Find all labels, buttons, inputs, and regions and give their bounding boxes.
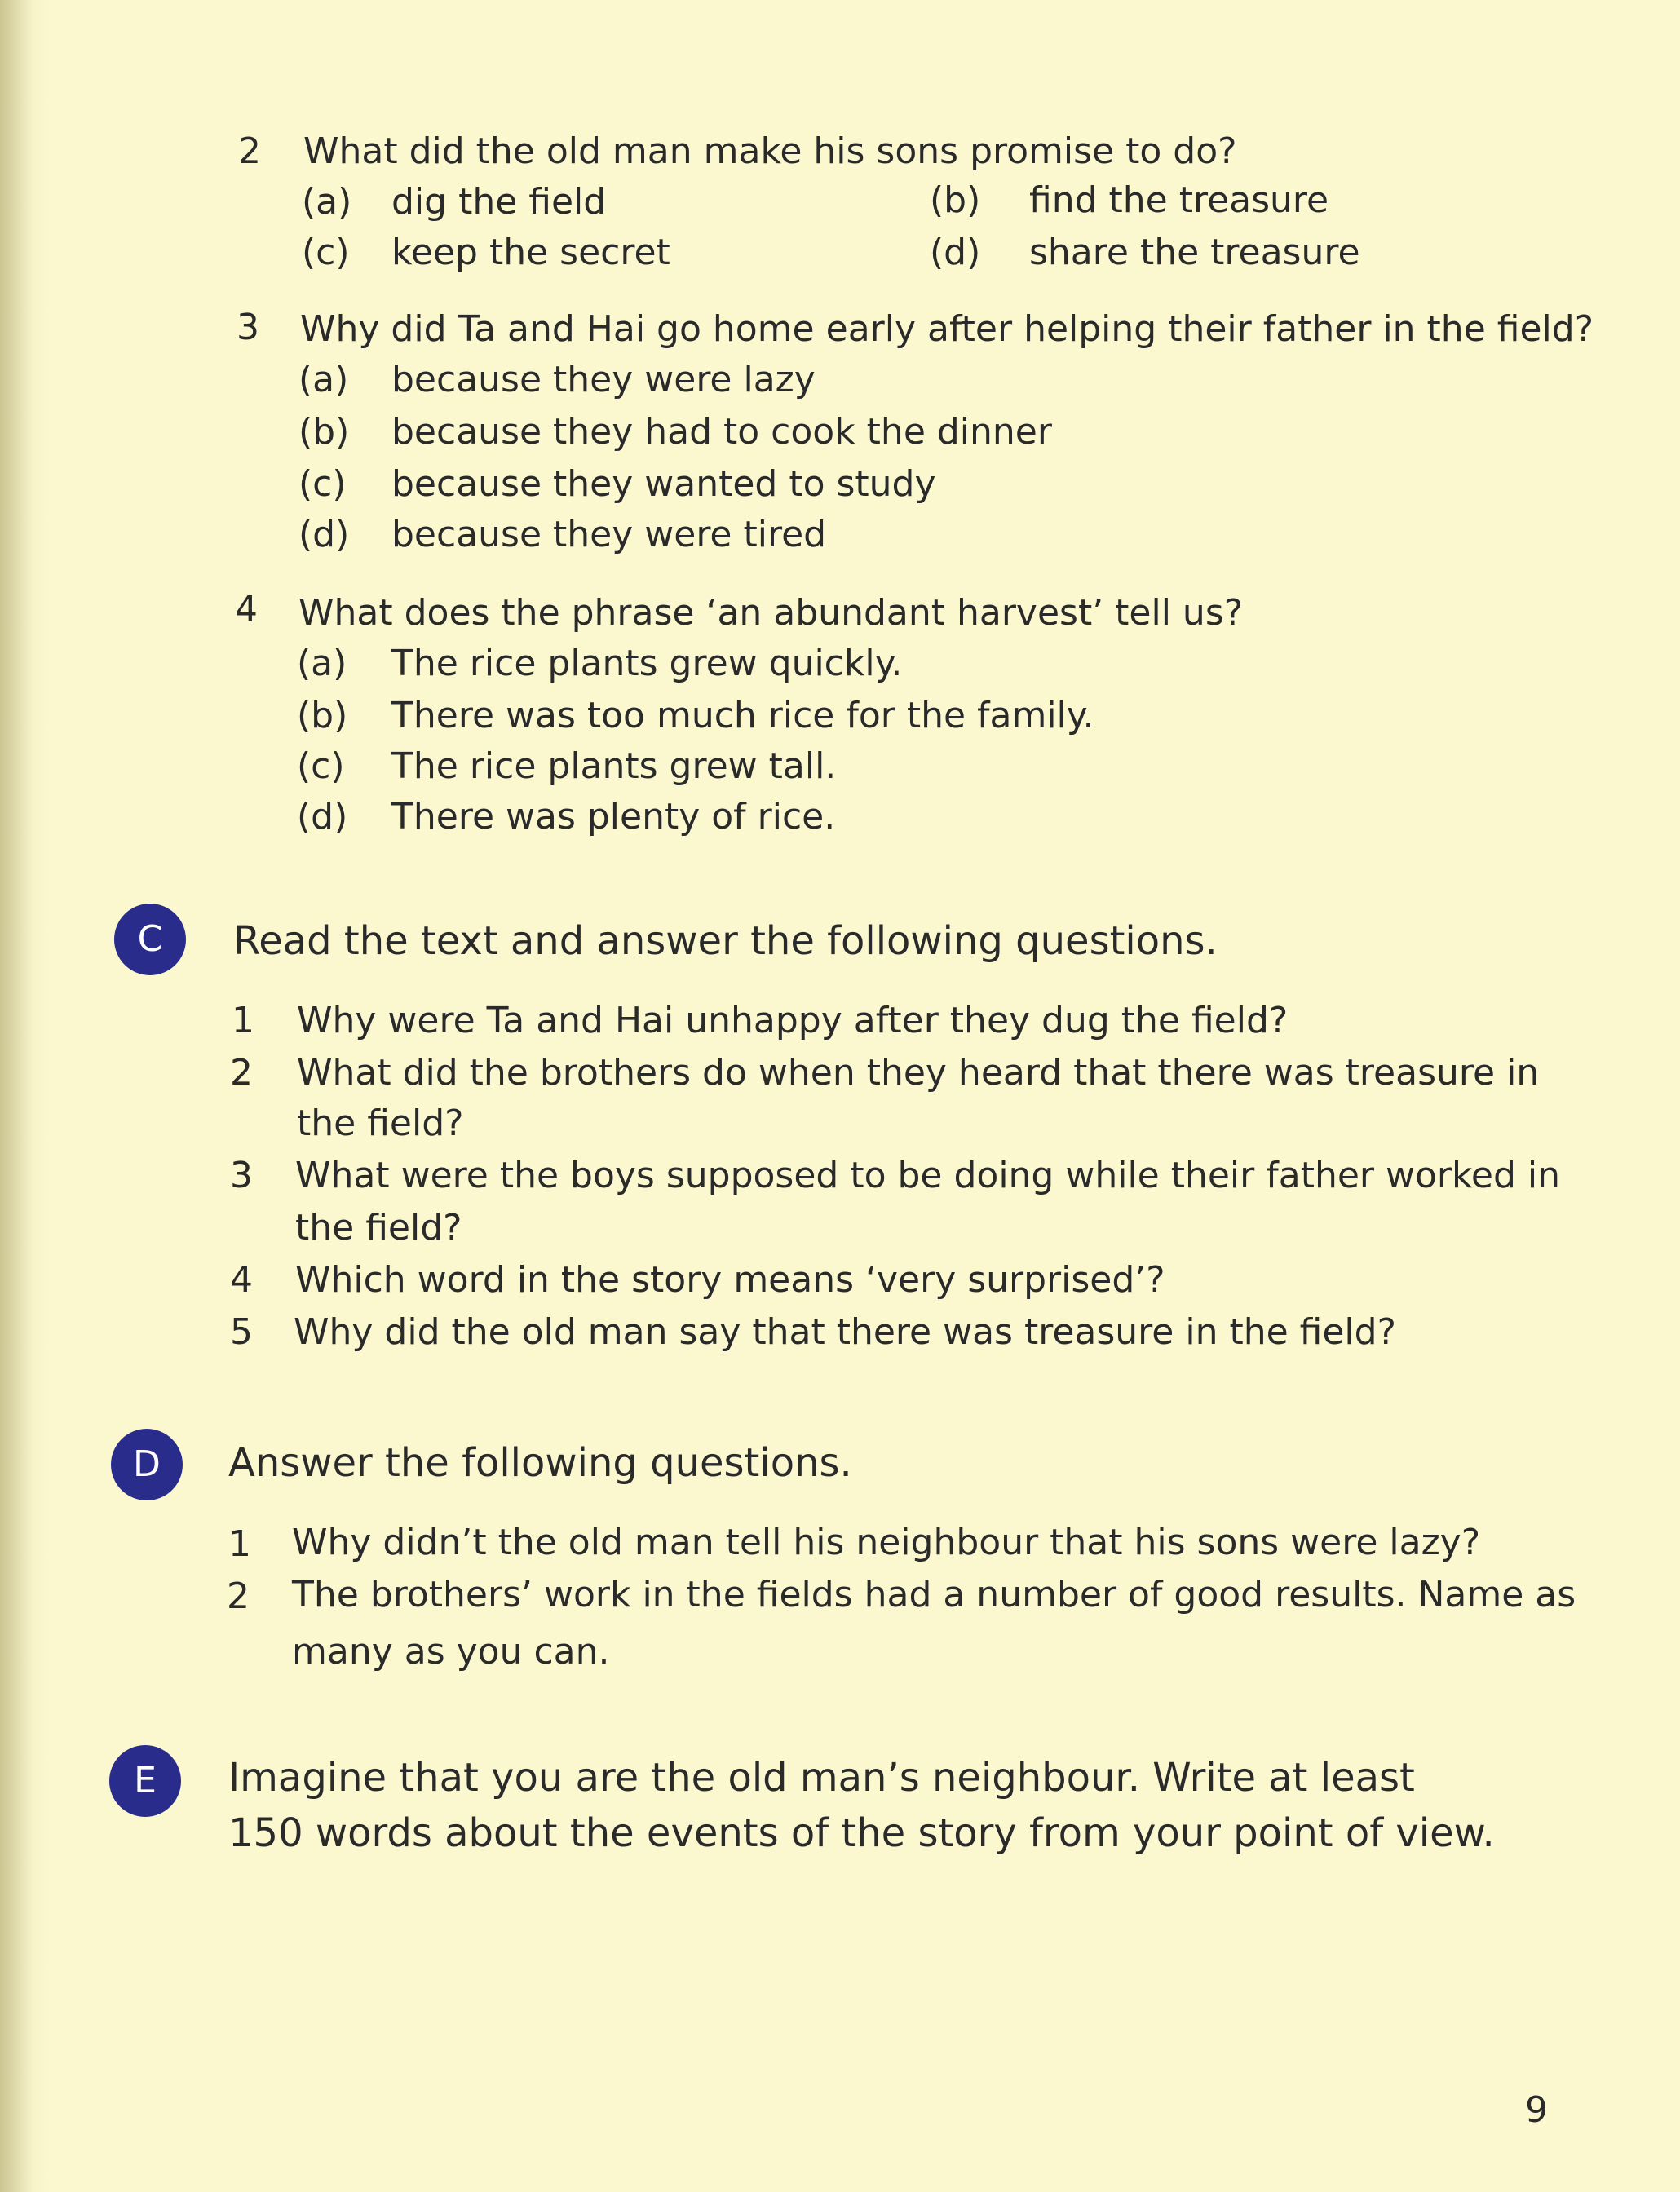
- section-c-instruction: Read the text and answer the following questions.: [233, 918, 1218, 964]
- section-d-badge: D: [111, 1429, 183, 1500]
- section-c-badge: C: [114, 904, 186, 975]
- q2-option-a-label: (a): [302, 181, 352, 223]
- q2-option-c-label: (c): [302, 232, 350, 273]
- d-question-1-number: 1: [228, 1523, 251, 1565]
- q2-option-a: dig the field: [391, 181, 607, 223]
- q3-option-a: because they were lazy: [391, 359, 816, 400]
- c-question-4-number: 4: [230, 1259, 253, 1301]
- c-question-3-number: 3: [230, 1155, 253, 1196]
- page-number: 9: [1525, 2089, 1548, 2131]
- q3-option-c: because they wanted to study: [391, 463, 936, 505]
- q2-option-d: share the treasure: [1029, 232, 1360, 273]
- binding-shadow: [0, 0, 33, 2192]
- q4-option-d: There was plenty of rice.: [391, 796, 836, 837]
- d-question-1-text: Why didn’t the old man tell his neighbour that his sons were lazy?: [292, 1522, 1481, 1563]
- section-d-instruction: Answer the following questions.: [228, 1440, 852, 1486]
- question-2-text: What did the old man make his sons promise to do?: [303, 130, 1237, 172]
- q3-option-b: because they had to cook the dinner: [391, 411, 1052, 453]
- question-3-number: 3: [237, 307, 259, 348]
- question-4-number: 4: [235, 589, 258, 630]
- c-question-5-number: 5: [230, 1311, 253, 1353]
- q3-option-d: because they were tired: [391, 514, 827, 555]
- q3-option-d-label: (d): [298, 514, 350, 555]
- section-e-badge: E: [109, 1745, 181, 1817]
- q2-option-d-label: (d): [930, 232, 981, 273]
- question-2-number: 2: [238, 130, 261, 172]
- c-question-1-number: 1: [232, 1000, 254, 1041]
- question-3-text: Why did Ta and Hai go home early after helping their father in the field?: [300, 308, 1594, 350]
- q2-option-b-label: (b): [930, 179, 981, 221]
- c-question-4-text: Which word in the story means ‘very surprised’?: [295, 1259, 1165, 1301]
- q4-option-b: There was too much rice for the family.: [391, 695, 1094, 736]
- q4-option-b-label: (b): [297, 695, 348, 736]
- q3-option-c-label: (c): [298, 463, 347, 505]
- question-4-text: What does the phrase ‘an abundant harvest’ tell us?: [298, 592, 1244, 634]
- c-question-2-number: 2: [230, 1052, 253, 1094]
- c-question-3-text-line2: the field?: [295, 1207, 462, 1248]
- c-question-2-text-line1: What did the brothers do when they heard that there was treasure in: [297, 1052, 1540, 1094]
- q2-option-b: find the treasure: [1029, 179, 1329, 221]
- q4-option-d-label: (d): [297, 796, 348, 837]
- section-e-text-line2: 150 words about the events of the story from your point of view.: [228, 1810, 1495, 1856]
- q3-option-a-label: (a): [298, 359, 349, 400]
- q4-option-c-label: (c): [297, 745, 345, 787]
- c-question-3-text-line1: What were the boys supposed to be doing while their father worked in: [295, 1155, 1560, 1196]
- c-question-5-text: Why did the old man say that there was treasure in the field?: [294, 1311, 1396, 1353]
- c-question-1-text: Why were Ta and Hai unhappy after they dug the field?: [297, 1000, 1289, 1041]
- q2-option-c: keep the secret: [391, 232, 670, 273]
- q4-option-a: The rice plants grew quickly.: [391, 643, 903, 684]
- q3-option-b-label: (b): [298, 411, 350, 453]
- q4-option-c: The rice plants grew tall.: [391, 745, 837, 787]
- d-question-2-text-line1: The brothers’ work in the fields had a number of good results. Name as: [292, 1574, 1576, 1615]
- c-question-2-text-line2: the field?: [297, 1103, 464, 1144]
- q4-option-a-label: (a): [297, 643, 347, 684]
- d-question-2-text-line2: many as you can.: [292, 1631, 610, 1673]
- section-e-text-line1: Imagine that you are the old man’s neighbour. Write at least: [228, 1755, 1415, 1801]
- d-question-2-number: 2: [227, 1576, 250, 1617]
